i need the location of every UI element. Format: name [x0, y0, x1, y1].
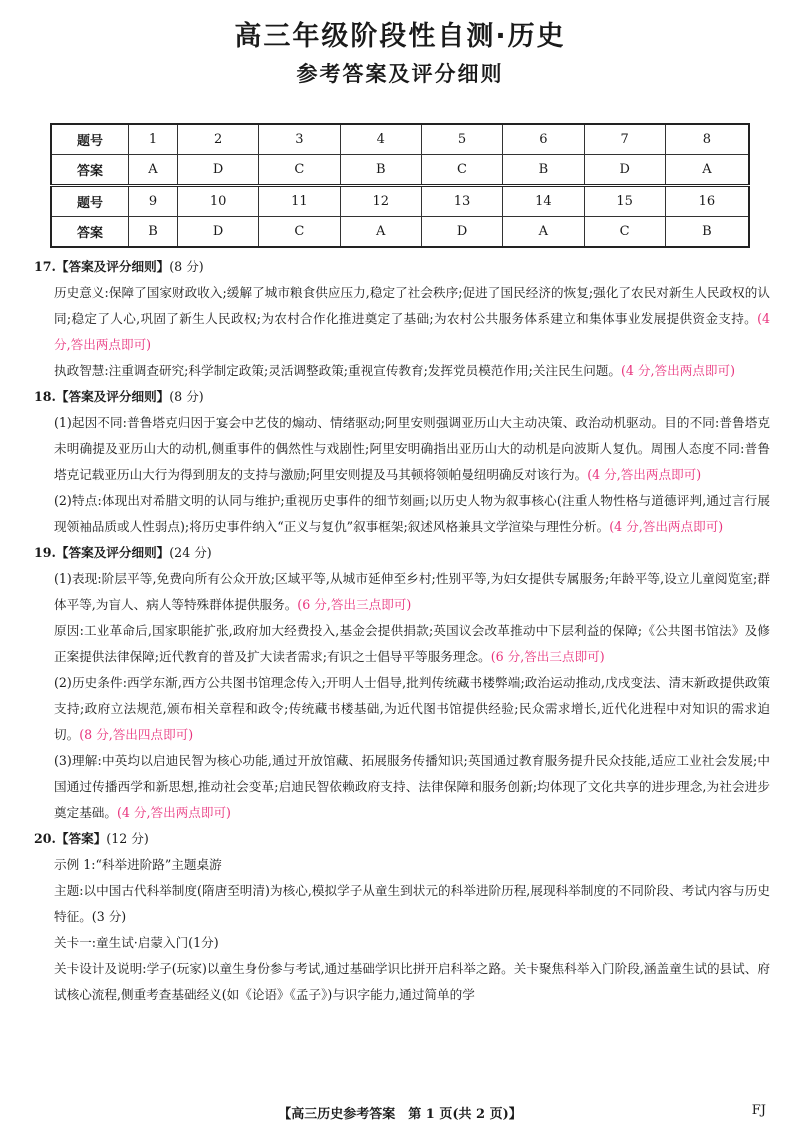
table-cell: 3: [259, 124, 340, 155]
scoring-note: (4 分,答出两点即可): [587, 467, 702, 482]
table-cell: C: [259, 217, 340, 248]
question-label: 19.【答案及评分细则】: [34, 545, 170, 560]
answer-body: [34, 254, 770, 1008]
question-label: 17.【答案及评分细则】: [34, 259, 170, 274]
answer-text: 历史意义:保障了国家财政收入;缓解了城市粮食供应压力,稳定了社会秩序;促进了国民经济的恢复;强化了农民对新生人民政权的认同;稳定了人心,巩固了新生人民政权;为农村合作化推进奠定了基础;为农村公共服务体系建立和集体事业发展提供资金支持。: [54, 285, 770, 326]
table-row: [51, 124, 749, 155]
table-cell: B: [340, 155, 421, 186]
table-row: [51, 155, 749, 186]
scoring-note: (6 分,答出三点即可): [490, 649, 605, 664]
answer-paragraph: [34, 566, 770, 618]
table-cell: 11: [259, 186, 340, 217]
table-row: [51, 217, 749, 248]
footer-page-info: 【高三历史参考答案 第 1 页(共 2 页)】: [278, 1107, 522, 1122]
table-cell: B: [503, 155, 584, 186]
question-label: 18.【答案及评分细则】: [34, 389, 170, 404]
scoring-note: (4 分,答出两点即可): [116, 805, 231, 820]
table-cell: 12: [340, 186, 421, 217]
table-cell: 6: [503, 124, 584, 155]
table-cell: C: [259, 155, 340, 186]
row-label: 题号: [51, 186, 129, 217]
answer-text: (2)历史条件:西学东渐,西方公共图书馆理念传入;开明人士倡导,批判传统藏书楼弊端;政治运动推动,戊戌变法、清末新政提供政策支持;政府立法规范,颁布相关章程和政令;传统藏书楼基础,为近代图书馆提供经验;民众需求增长,近代化进程中对知识的需求迫切。: [54, 675, 770, 742]
scoring-note: (4 分,答出两点即可): [54, 311, 770, 352]
table-cell: 2: [177, 124, 258, 155]
table-cell: A: [129, 155, 178, 186]
answer-paragraph: [34, 488, 770, 540]
answer-paragraph: 主题:以中国古代科举制度(隋唐至明清)为核心,模拟学子从童生到状元的科举进阶历程,展现科举制度的不同阶段、考试内容与历史特征。(3 分): [54, 883, 770, 924]
table-cell: 5: [421, 124, 502, 155]
scoring-note: (8 分,答出四点即可): [79, 727, 194, 742]
page-subtitle: 参考答案及评分细则: [296, 62, 504, 86]
score-label: (24 分): [169, 545, 212, 560]
table-cell: 14: [503, 186, 584, 217]
answer-text: (2)特点:体现出对希腊文明的认同与维护;重视历史事件的细节刻画;以历史人物为叙事核心(注重人物性格与道德评判,通过言行展现领袖品质或人性弱点);将历史事件纳入“正义与复仇”叙事框架;叙述风格兼具文学渲染与理性分析。: [54, 493, 770, 534]
table-cell: 8: [665, 124, 749, 155]
answer-paragraph: [34, 670, 770, 748]
answer-paragraph: [34, 748, 770, 826]
scoring-note: (6 分,答出三点即可): [297, 597, 412, 612]
score-label: (8 分): [169, 259, 204, 274]
page-title: 高三年级阶段性自测·历史: [234, 21, 566, 52]
answer-text: (3)理解:中英均以启迪民智为核心功能,通过开放馆藏、拓展服务传播知识;英国通过教育服务提升民众技能,适应工业社会发展;中国通过传播西学和新思想,推动社会变革;启迪民智依赖政府支持、法律保障和服务创新;均体现了文化共享的进步理念,为社会进步奠定基础。: [54, 753, 770, 820]
answer-table: [50, 123, 750, 248]
q20-heading: [34, 826, 770, 852]
table-cell: B: [665, 217, 749, 248]
table-cell: D: [584, 155, 665, 186]
score-label: (8 分): [169, 389, 204, 404]
q17-heading: [34, 254, 770, 280]
footer-code: FJ: [751, 1103, 766, 1118]
table-cell: A: [340, 217, 421, 248]
answer-paragraph: [34, 358, 770, 384]
table-cell: D: [421, 217, 502, 248]
table-cell: 13: [421, 186, 502, 217]
table-cell: A: [665, 155, 749, 186]
scoring-note: (4 分,答出两点即可): [609, 519, 724, 534]
table-cell: B: [129, 217, 178, 248]
table-cell: 1: [129, 124, 178, 155]
table-cell: 10: [177, 186, 258, 217]
answer-paragraph: [34, 618, 770, 670]
answer-line: 示例 1:“科举进阶路”主题桌游: [54, 857, 222, 872]
answer-paragraph: [34, 280, 770, 358]
answer-text: 原因:工业革命后,国家职能扩张,政府加大经费投入,基金会提供捐款;英国议会改革推动中下层利益的保障;《公共图书馆法》及修正案提供法律保障;近代教育的普及扩大读者需求;有识之士倡导平等服务理念。: [54, 623, 770, 664]
answer-text: (1)起因不同:普鲁塔克归因于宴会中艺伎的煽动、情绪驱动;阿里安则强调亚历山大主动决策、政治动机驱动。目的不同:普鲁塔克未明确提及亚历山大的动机,侧重事件的偶然性与戏剧性;阿里安明确指出亚历山大的动机是向波斯人复仇。周围人态度不同:普鲁塔克记载亚历山大行为得到朋友的支持与激励;阿里安则提及马其顿将领帕曼纽明确反对该行为。: [54, 415, 770, 482]
table-cell: C: [584, 217, 665, 248]
table-cell: C: [421, 155, 502, 186]
row-label: 答案: [51, 155, 129, 186]
table-cell: D: [177, 155, 258, 186]
scoring-note: (4 分,答出两点即可): [621, 363, 736, 378]
table-cell: 16: [665, 186, 749, 217]
q19-heading: [34, 540, 770, 566]
answer-paragraph: 关卡设计及说明:学子(玩家)以童生身份参与考试,通过基础学识比拼开启科举之路。关卡聚焦科举入门阶段,涵盖童生试的县试、府试核心流程,侧重考查基础经义(如《论语》《孟子》)与识字能力,通过简单的学: [54, 961, 770, 1002]
score-label: (12 分): [106, 831, 149, 846]
answer-line: 关卡一:童生试·启蒙入门(1分): [54, 935, 219, 950]
answer-text: 执政智慧:注重调查研究;科学制定政策;灵活调整政策;重视宣传教育;发挥党员模范作用;关注民生问题。: [54, 363, 621, 378]
row-label: 答案: [51, 217, 129, 248]
table-cell: 15: [584, 186, 665, 217]
table-row: [51, 186, 749, 217]
question-label: 20.【答案】: [34, 831, 107, 846]
table-cell: D: [177, 217, 258, 248]
table-cell: 9: [129, 186, 178, 217]
answer-text: (1)表现:阶层平等,免费向所有公众开放;区域平等,从城市延伸至乡村;性别平等,为妇女提供专属服务;年龄平等,设立儿童阅览室;群体平等,为盲人、病人等特殊群体提供服务。: [54, 571, 770, 612]
table-cell: 4: [340, 124, 421, 155]
table-cell: 7: [584, 124, 665, 155]
q18-heading: [34, 384, 770, 410]
row-label: 题号: [51, 124, 129, 155]
table-cell: A: [503, 217, 584, 248]
answer-paragraph: [34, 410, 770, 488]
